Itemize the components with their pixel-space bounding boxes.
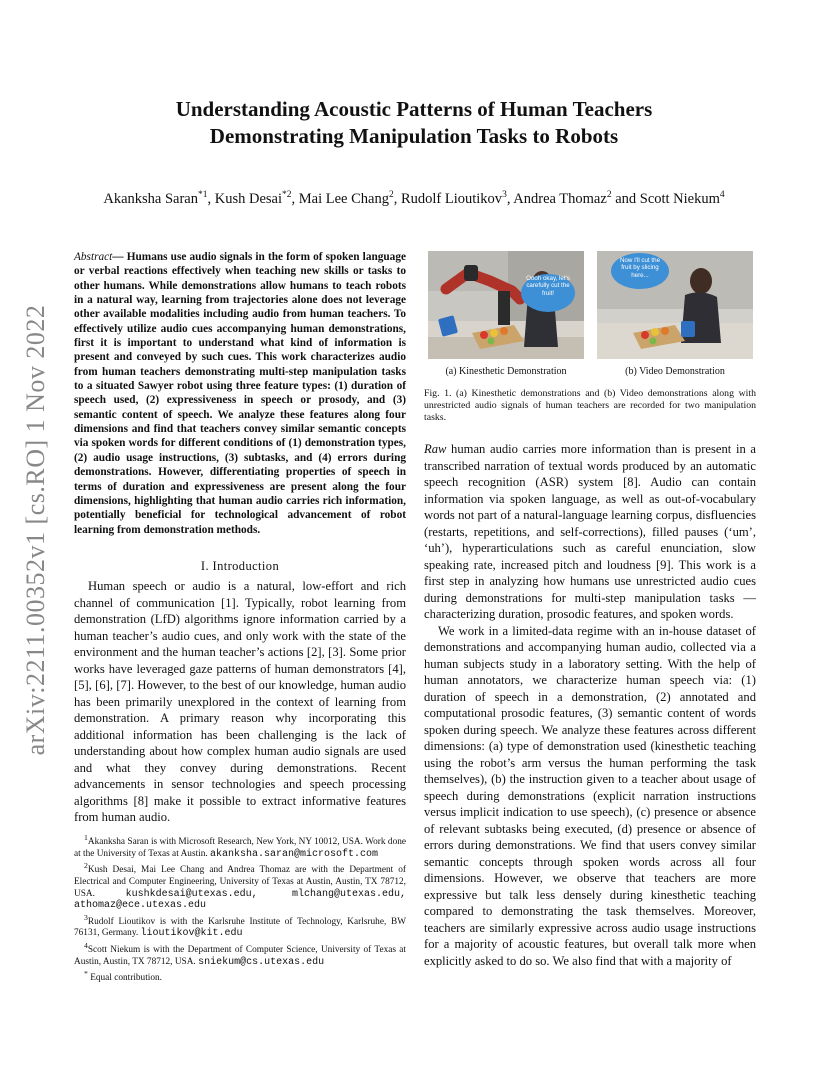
abstract-label: Abstract [74, 251, 113, 263]
right-column-text [424, 441, 756, 969]
author: Rudolf Lioutikov$^3$, [400, 190, 514, 207]
author: Scott Niekum$^4$ [639, 190, 725, 207]
speech-bubble-a: Oooh okay, let's carefully cut the fruit! [526, 275, 570, 297]
body-paragraph: We work in a limited-data regime with an in-house dataset of demonstrations and accompanying human audio, collected via a human subjects study in a laboratory setting. With the help of human annotators, we characterize human speech via: (1) duration of speech in a demonstration, (2) annotated and computational prosodic features, (3) semantic content of words spoken during speech. We analyze these features across different dimensions: (a) type of demonstration used (kinesthetic teaching using the robot’s arm versus the human performing the task themselves), (b) the instruction given to a teacher about usage of speech during demonstrations (explicit narration instructions versus implicit indication to use speech), (c) presence or absence of relevant subtasks being executed, (d) presence or absence of errors during demonstrations. We find that users convey similar semantic concepts through spoken words across all four dimensions. However, we observe that teachers are more expressive but talk less densely during kinesthetic teaching compared to demonstrating the task themselves. Moreover, teachers are similarly expressive across audio usage instructions for a majority of acoustic features, but overall talk more when explicitly asked to do so. We also find that with a majority of [424, 623, 756, 968]
author: Kush Desai$^{*2}$, [214, 190, 299, 207]
body-paragraph: Raw human audio carries more information than is present in a transcribed narration of textual words produced by an automatic speech recognition (ASR) system [8]. Audio can contain information via spoken language, as well as out-of-vocabulary words not part of a natural-language learning corpus, disfluencies (restarts, repetitions, and self-corrections), filled pauses (‘um’, ‘uh’), hyperarticulations such as careful enunciation, slow speaking rate, increased pitch and loudness [9]. This work is a first step in analyzing how humans use unrestricted audio cues during demonstrations for multi-step manipulation tasks —characterizing duration, prosodic features, and spoken words. [424, 442, 756, 621]
subcaption-b: (b) Video Demonstration [625, 366, 725, 377]
abstract-text: — Humans use audio signals in the form of spoken language or verbal reactions effectively when teaching new skills or tasks to other humans. While demonstrations allow humans to teach robots in a natural way, learning from trajectories alone does not leverage other available modalities including audio from human teachers. To effectively utilize audio cues accompanying human demonstrations, first it is important to understand what kind of information is present and conveyed by such cues. This work characterizes audio from human teachers demonstrating multi-step manipulation tasks to a situated Sawyer robot using three feature types: (1) duration of speech used, (2) expressiveness in speech or prosody, and (3) semantic content of speech. We analyze these features along four dimensions and find that teachers convey similar semantic concepts via spoken words for different conditions of (1) demonstration types, (2) audio usage instructions, (3) subtasks, and (4) errors during demonstrations. However, differentiating properties of speech in terms of duration and expressiveness are present along the four dimensions, highlighting that human audio carries rich information, potentially beneficial for technological advancement of robot learning from demonstration methods. [74, 251, 406, 536]
arxiv-id: arXiv:2211.00352v1 [cs.RO] 1 Nov 2022 [21, 304, 50, 756]
footnote: $^3$Rudolf Lioutikov is with the Karlsruhe Institute of Technology, Karlsruhe, BW 76131, Germany. lioutikov@kit.edu [74, 912, 406, 940]
footnote: $^1$Akanksha Saran is with Microsoft Research, New York, NY 10012, USA. Work done at the University of Texas at Austin. akanksha.saran@microsoft.com [74, 833, 406, 860]
author: Mai Lee Chang$^2$, [298, 190, 401, 207]
speech-bubble-b: Now I'll cut the fruit by slicing here... [619, 257, 661, 279]
footnote: $^2$Kush Desai, Mai Lee Chang and Andrea Thomaz are with the Department of Electrical and Computer Engineering, University of Texas at Austin, Austin, TX 78712, USA. kushkdesai@utexas.edu, mlchang@utexas.edu, athomaz@ece.utexas.edu [74, 861, 406, 912]
arxiv-stamp [14, 290, 58, 770]
author: Andrea Thomaz$^2$ and [513, 190, 640, 207]
title-line-1: Understanding Acoustic Patterns of Human Teachers [175, 97, 653, 121]
title-line-2: Demonstrating Manipulation Tasks to Robots [209, 124, 619, 148]
author: Akanksha Saran$^{*1}$, [103, 190, 215, 207]
paper-title [100, 96, 728, 150]
abstract [74, 250, 406, 537]
footnotes [74, 832, 406, 985]
figure-kinesthetic-photo [428, 251, 584, 359]
footnote: $^4$Scott Niekum is with the Department of Computer Science, University of Texas at Austin, Austin, TX 78712, USA. sniekum@cs.utexas.edu [74, 941, 406, 968]
intro-paragraph: Human speech or audio is a natural, low-effort and rich channel of communication [1]. Typically, robot learning from demonstration (LfD) algorithms ignore information carried by a human teacher’s audio cues, and only work with the state of the environment and the human teacher’s actions [2], [3]. Some prior works have leveraged gaze patterns of human demonstrators [4], [5], [6], [7]. However, to the best of our knowledge, human audio has been primarily unexplored in the context of learning from demonstration. A primary reason why incorporating this additional information has been challenging is the lack of understanding about how complex human audio signals are used and what they convey during demonstrations. Recent advancements in sensor technologies and speech processing algorithms [8] make it possible to extract informative features from human audio. [74, 579, 406, 824]
section-heading: I. Introduction [200, 559, 280, 573]
figure-caption: Fig. 1. (a) Kinesthetic demonstrations and (b) Video demonstrations along with unrestricted audio signals of human teachers are recorded for two manipulation tasks. [424, 388, 756, 423]
footnote: * Equal contribution. [84, 969, 162, 984]
subcaption-a: (a) Kinesthetic Demonstration [445, 366, 567, 377]
author-list [60, 186, 768, 208]
figure-video-photo [597, 251, 753, 359]
